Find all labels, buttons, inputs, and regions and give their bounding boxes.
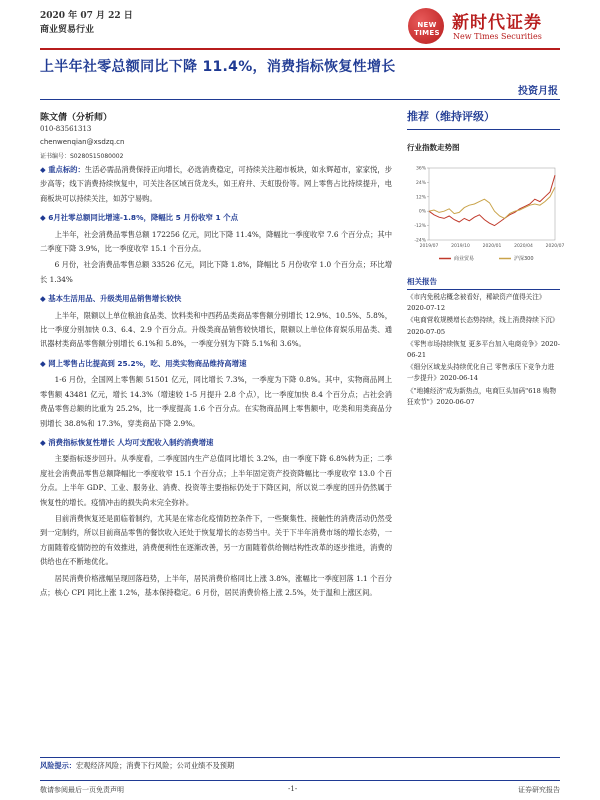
section-title: ◆ 基本生活用品、升级类用品销售增长较快: [40, 294, 182, 304]
y-tick-label: 0%: [418, 209, 426, 215]
trend-chart-title: 行业指数走势图: [407, 143, 460, 152]
legend-label: 沪深300: [514, 256, 534, 262]
section-paragraph: 上半年，限额以上单位粮油食品类、饮料类和中西药品类商品零售额分别增长 12.9%、10.5%、5.8%，比一季度分别加快 0.3、6.4、2.9 个百分点。升级类商品销售较快增长，限额以上单位体育娱乐用品类、通讯器材类商品零售额分别增长 6.1%和 5.8%，一季度分别为下降 5.1%和 3.6%。: [40, 310, 392, 349]
x-tick-label: 2019/07: [419, 244, 439, 249]
recommendation-rating: 推荐（维持评级）: [407, 108, 560, 130]
report-date: 2020 年 07 月 22 日: [40, 11, 133, 21]
related-report-item[interactable]: 《细分区域龙头持续优化自己 零售承压下竞争力进一步提升》2020-06-14: [407, 363, 555, 383]
analyst-phone: 010-83561313: [40, 125, 92, 133]
section-paragraph: 1-6 月份，全国网上零售额 51501 亿元，同比增长 7.3%，一季度为下降 0.8%。其中，实物商品网上零售额 43481 亿元，增长 14.3%（增速较 1-5 月提升 2.8 个点），比一季度加快 8.4 个百分点；占社会消费品零售总额的比重为 25.2%，比一季度提高 1.6 个百分点。在实物商品网上零售额中，吃类和用类商品分别增长 38.8%和 17.3%，穿类商品下降 2.9%。: [40, 375, 392, 428]
y-tick-label: 36%: [415, 166, 426, 172]
related-report-item[interactable]: 《"地摊经济"成为新热点，电商巨头加码"618 购物狂欢节"》2020-06-07: [407, 386, 557, 406]
title-divider: [40, 99, 560, 100]
header-divider: [40, 48, 560, 50]
section-paragraph: 目前消费恢复还是面临着制约，尤其是在常态化疫情防控条件下，一些聚集性、接触性的消费活动仍然受到一定制约，所以目前商品零售的餐饮收入还处于恢复增长的态势当中。关于下半年消费市场的增长态势，一方面随着疫情防控的有效推进，消费便利性在逐渐改善，另一方面随着供给侧结构性改革的逐步推进，消费的供给也在不断地优化。: [40, 513, 392, 567]
focus-text: 生活必需品消费保持正向增长，必选消费稳定，可持续关注超市板块，如永辉超市，家家悦，步步高等；线下消费持续恢复中，可关注各区域百货龙头，如王府井、天虹股份等。网上零售占比持续提升，电商板块可以持续关注，如苏宁易购。: [40, 165, 393, 203]
analyst-license: 证书编号：S0280515080002: [40, 153, 124, 160]
y-tick-label: -12%: [414, 224, 426, 230]
related-report-item[interactable]: 《市内免税店概念被看好，稀缺资产值得关注》2020-07-12: [407, 293, 546, 313]
report-type: 投资月报: [518, 86, 558, 97]
section-paragraph: 6 月份，社会消费品零售总额 33526 亿元，同比下降 1.8%，降幅比 5 月份收窄 1.0 个百分点；环比增长 1.34%: [40, 260, 392, 284]
footer-divider: [40, 780, 560, 781]
risk-warning: [40, 757, 560, 771]
disclaimer-note: 敬请参阅最后一页免责声明: [40, 786, 124, 794]
analyst-name: 陈文倩（分析师）: [40, 113, 113, 123]
legend-label: 商业贸易: [454, 256, 475, 262]
section-paragraph: 上半年，社会消费品零售总额 172256 亿元，同比下降 11.4%，降幅比一季度收窄 7.6 个百分点；其中二季度下降 3.9%，比一季度收窄 15.1 个百分点。: [40, 229, 392, 254]
series-line-0: [429, 175, 555, 225]
y-tick-label: 24%: [415, 180, 426, 186]
x-tick-label: 2020/04: [514, 244, 533, 249]
section-paragraph: 主要指标逐步回升。从季度看，二季度国内生产总值同比增长 3.2%，由一季度下降 6.8%转为正；二季度社会消费品零售总额降幅比一季度收窄 15.1 个百分点；上半年固定资产投资降幅比一季度收窄 13.0 个百分点。上半年 GDP、工业、服务业、消费、投资等主要指标仍处于下降区间，所以说二季度的回升仍然属于恢复性的增长。疫情冲击的损失尚未完全弥补。: [40, 454, 392, 507]
x-tick-label: 2020/07: [545, 244, 565, 249]
focus-paragraph: [40, 163, 392, 206]
related-report-item[interactable]: 《电商营收规模增长态势持续，线上消费持续下沉》2020-07-05: [407, 316, 559, 336]
brand-name-en: New Times Securities: [453, 32, 542, 41]
related-reports-list: [407, 292, 560, 409]
y-tick-label: -24%: [414, 238, 426, 244]
section-title: ◆ 6月社零总额同比增速-1.8%，降幅比 5 月份收窄 1 个点: [40, 213, 238, 223]
industry-label: 商业贸易行业: [40, 25, 95, 35]
brand-name-cn: 新时代证券: [452, 13, 542, 33]
related-report-item[interactable]: 《零售市场持续恢复 更多平台加入电商竞争》2020-06-21: [407, 339, 560, 360]
series-line-1: [429, 187, 555, 218]
logo-text: NEW TIMES: [414, 21, 440, 37]
report-category: 证券研究报告: [518, 786, 560, 794]
report-title: 上半年社零总额同比下降 11.4%，消费指标恢复性增长: [40, 59, 396, 75]
section-title: ◆ 消费指标恢复性增长 人均可支配收入制约消费增速: [40, 437, 214, 447]
section-title: ◆ 网上零售占比提高到 25.2%，吃、用类实物商品维持高增速: [40, 358, 247, 368]
analyst-email[interactable]: chenwenqian@xsdzq.cn: [40, 138, 125, 146]
x-tick-label: 2019/10: [451, 244, 470, 249]
section-paragraph: 居民消费价格涨幅呈现回落趋势，上半年，居民消费价格同比上涨 3.8%，涨幅比一季度回落 1.1 个百分点；核心 CPI 同比上涨 1.2%，基本保持稳定。6 月份，居民消费价格上涨 2.5%，处于温和上涨区间。: [40, 573, 392, 597]
industry-index-chart: [407, 162, 565, 270]
focus-label: ◆ 重点标的：: [40, 165, 85, 174]
related-reports-title: 相关报告: [407, 276, 560, 290]
main-body: [40, 163, 392, 602]
risk-label: 风险提示：: [40, 761, 76, 770]
y-tick-label: 12%: [415, 195, 426, 201]
page-number: -1-: [288, 785, 298, 793]
x-tick-label: 2020/01: [482, 244, 502, 249]
risk-text: 宏观经济风险；消费下行风险；公司业绩不及预期: [75, 761, 235, 770]
